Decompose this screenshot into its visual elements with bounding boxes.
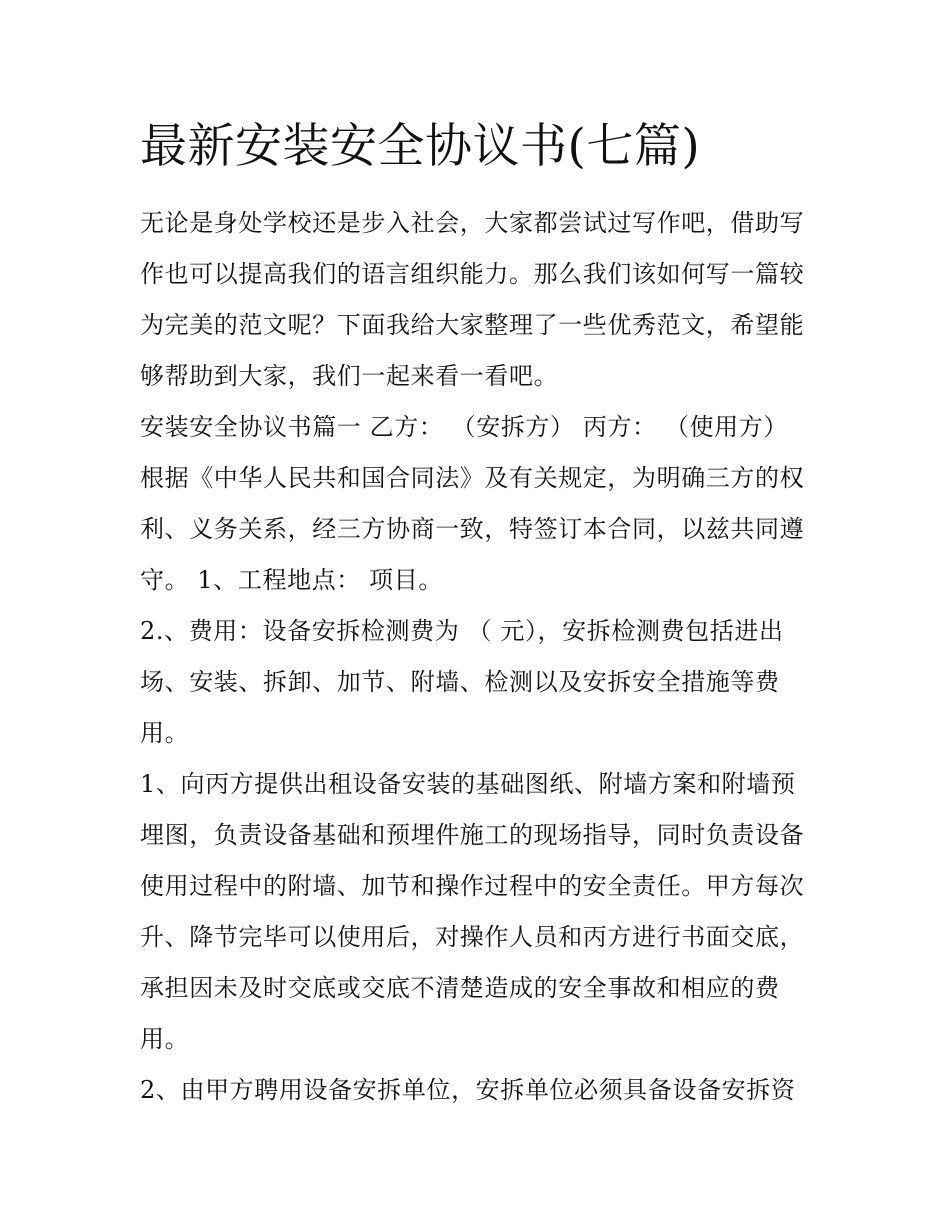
body-line: 够帮助到大家，我们一起来看一看吧。 [140,362,559,390]
body-line: 2.、费用：设备安拆检测费为 （ 元），安拆检测费包括进出 [140,617,784,645]
body-line: 埋图，负责设备基础和预埋件施工的现场指导，同时负责设备 [140,821,805,849]
body-line: 用。 [140,1025,190,1053]
body-line: 升、降节完毕可以使用后，对操作人员和丙方进行书面交底， [140,923,805,951]
body-line: 根据《中华人民共和国合同法》及有关规定，为明确三方的权 [140,464,805,492]
section-heading-line: 安装安全协议书篇一 乙方： （安拆方） 丙方： （使用方） [140,413,788,441]
body-line: 2、由甲方聘用设备安拆单位，安拆单位必须具备设备安拆资 [140,1076,796,1104]
body-line: 为完美的范文呢？下面我给大家整理了一些优秀范文，希望能 [140,311,805,339]
body-line: 无论是身处学校还是步入社会，大家都尝试过写作吧，借助写 [140,209,805,237]
body-line: 作也可以提高我们的语言组织能力。那么我们该如何写一篇较 [140,260,805,288]
body-line: 用。 [140,719,190,747]
body-line: 承担因未及时交底或交底不清楚造成的安全事故和相应的费 [140,974,780,1002]
body-line: 场、安装、拆卸、加节、附墙、检测以及安拆安全措施等费 [140,668,780,696]
document-body [140,198,820,1116]
body-line: 守。 1、工程地点： 项目。 [140,566,443,594]
body-line: 利、义务关系，经三方协商一致，特签订本合同，以兹共同遵 [140,515,805,543]
document-title: 最新安装安全协议书(七篇) [140,119,701,174]
body-line: 1、向丙方提供出租设备安装的基础图纸、附墙方案和附墙预 [140,770,796,798]
body-line: 使用过程中的附墙、加节和操作过程中的安全责任。甲方每次 [140,872,805,900]
